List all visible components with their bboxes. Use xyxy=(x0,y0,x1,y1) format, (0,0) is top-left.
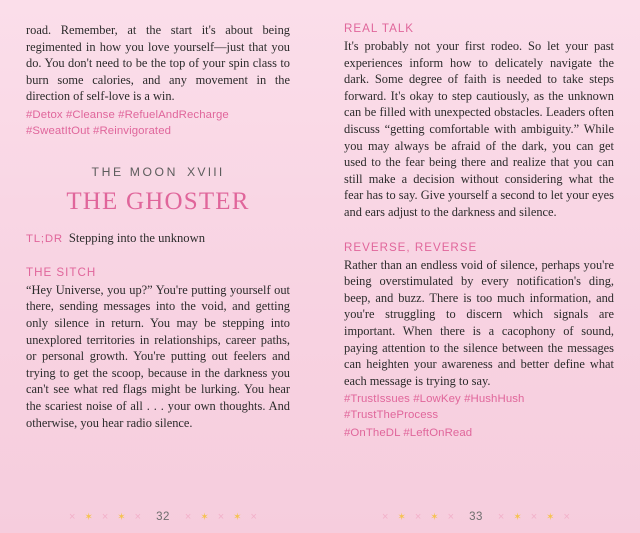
ornament-dot-icon: × xyxy=(217,510,225,523)
ornament-star-icon: ✶ xyxy=(430,511,439,523)
ornament-dot-icon: × xyxy=(497,510,505,523)
footer-right xyxy=(330,511,622,523)
page-number-right: 33 xyxy=(469,511,483,523)
section-body-the-sitch: “Hey Universe, you up?” You're putting yourself out there, sending messages into the void, and getting only silence in return. You may be stepping into unexplored territories in relationships, career paths, or personal growth. You're putting out feelers and trying to get the scoop, because in the darkness you can't see what red flags might be lurking. You hear the scariest noise of all . . . your own thoughts. And otherwise, you hear radio silence. xyxy=(26,282,290,430)
right-page-column xyxy=(320,22,614,533)
section-body-reverse: Rather than an endless void of silence, perhaps you're being overstimulated by every notification's ding, beep, and buzz. There is too much information, and you're struggling to discern which signals are important. When there is a cacophony of sound, paying attention to the silence between the messages can heighten your awareness and better define what each message is trying to say. xyxy=(344,257,614,388)
ornament-star-icon: ✶ xyxy=(513,511,522,523)
section-heading-real-talk: REAL TALK xyxy=(344,22,415,35)
page-number-left: 32 xyxy=(156,511,170,523)
ornament-dot-icon: × xyxy=(414,510,422,523)
continued-paragraph: road. Remember, at the start it's about being regimented in how you love yourself—just that you do. You don't need to be the top of your spin class to burn some calories, and any movement in the direction of self-love is a win. xyxy=(26,23,290,104)
ornament-dot-icon: × xyxy=(101,510,109,523)
ornament-dot-icon: × xyxy=(530,510,538,523)
left-page-column xyxy=(26,22,320,533)
continued-hashtags: #Detox #Cleanse #RefuelAndRecharge #SweatItOut #Reinvigorated xyxy=(26,108,229,137)
tldr-line xyxy=(26,230,290,248)
ornament-star-icon: ✶ xyxy=(546,511,555,523)
ornament-dot-icon: × xyxy=(563,510,570,523)
ornament-dot-icon: × xyxy=(184,510,192,523)
card-numeral: XVIII xyxy=(187,165,225,180)
ornament-dot-icon: × xyxy=(134,510,142,523)
ornament-dot-icon: × xyxy=(250,510,257,523)
tldr-text: Stepping into the unknown xyxy=(68,231,205,246)
ornament-star-icon: ✶ xyxy=(84,511,93,523)
ornament-star-icon: ✶ xyxy=(233,511,242,523)
reverse-hashtags-line-1: #TrustIssues #LowKey #HushHush #TrustTheProcess xyxy=(344,393,525,421)
section-body-real-talk: It's probably not your first rodeo. So let your past experiences inform how to delicately navigate the dark. Some degree of faith is needed to take steps forward. It's okay to step cautiously, as the unknown can be filled with unexpected obstacles. Leaders often discuss “getting comfortable with ambiguity.” While you may always be afraid of the dark, you can get used to the fear being there and realize that you can still make a decision without considering what the fear has to say. Give yourself a second to let your eyes and ears adjust to the darkness and silence. xyxy=(344,39,614,219)
ornament-star-icon: ✶ xyxy=(397,511,406,523)
card-heading-block xyxy=(26,165,290,216)
ornament-star-icon: ✶ xyxy=(200,511,209,523)
card-suit-label: THE MOON xyxy=(91,165,179,180)
page-footer xyxy=(0,493,640,533)
tldr-label: TL;DR xyxy=(26,233,63,246)
ornament-dot-icon: × xyxy=(69,510,76,523)
ornament-star-icon: ✶ xyxy=(117,511,126,523)
section-heading-the-sitch: THE SITCH xyxy=(26,265,97,279)
card-title: THE GHOSTER xyxy=(66,188,250,216)
section-heading-reverse: REVERSE, REVERSE xyxy=(344,240,478,254)
reverse-hashtags-line-2: #OnTheDL #LeftOnRead xyxy=(344,427,473,440)
card-suit-line xyxy=(26,165,290,179)
ornament-dot-icon: × xyxy=(382,510,389,523)
ornament-dot-icon: × xyxy=(447,510,455,523)
footer-left xyxy=(18,511,308,523)
